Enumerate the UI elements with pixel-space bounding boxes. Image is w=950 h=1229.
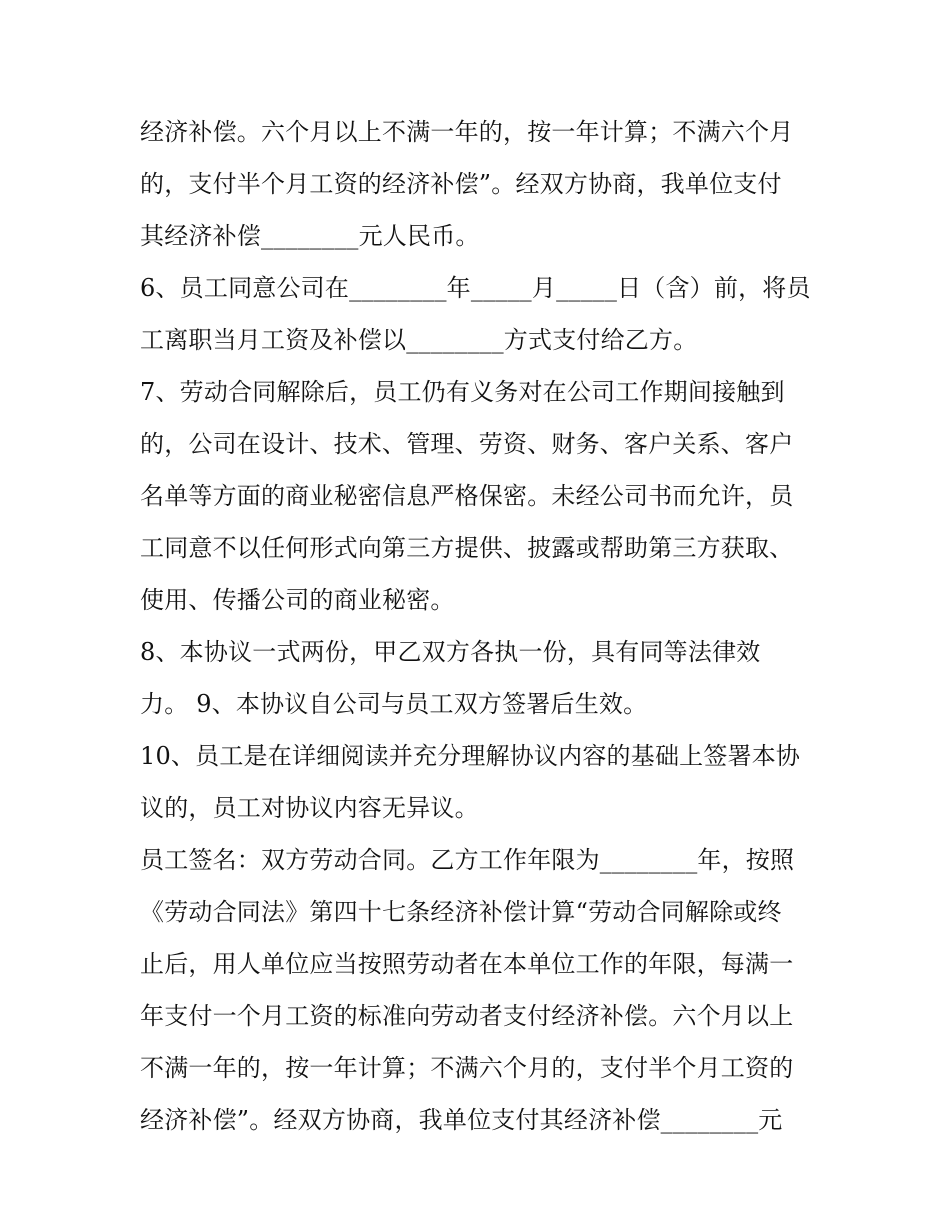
text-line: 8、本协议一式两份，甲乙双方各执一份，具有同等法律效 (140, 638, 761, 666)
text-line: 《劳动合同法》第四十七条经济补偿计算“劳动合同解除或终 (140, 898, 782, 926)
text-line: 经济补偿”。经双方协商，我单位支付其经济补偿________元 (140, 1106, 783, 1134)
text-line: 经济补偿。六个月以上不满一年的，按一年计算；不满六个月 (140, 118, 794, 146)
text-line: 年支付一个月工资的标准向劳动者支付经济补偿。六个月以上 (140, 1002, 794, 1030)
text-line: 员工签名：双方劳动合同。乙方工作年限为________年，按照 (140, 846, 795, 874)
text-line: 6、员工同意公司在________年_____月_____日（含）前，将员 (140, 274, 811, 302)
text-line: 其经济补偿________元人民币。 (140, 222, 480, 250)
text-line: 力。 9、本协议自公司与员工双方签署后生效。 (140, 690, 648, 718)
text-line: 工同意不以任何形式向第三方提供、披露或帮助第三方获取、 (140, 534, 794, 562)
text-line: 使用、传播公司的商业秘密。 (140, 586, 455, 614)
text-line: 工离职当月工资及补偿以________方式支付给乙方。 (140, 326, 698, 354)
text-line: 7、劳动合同解除后，员工仍有义务对在公司工作期间接触到 (140, 378, 785, 406)
text-line: 不满一年的，按一年计算；不满六个月的，支付半个月工资的 (140, 1054, 794, 1082)
text-line: 止后，用人单位应当按照劳动者在本单位工作的年限，每满一 (140, 950, 794, 978)
text-line: 的，支付半个月工资的经济补偿”。经双方协商，我单位支付 (140, 170, 782, 198)
text-line: 名单等方面的商业秘密信息严格保密。未经公司书而允许，员 (140, 482, 794, 510)
document-body (140, 106, 820, 1146)
text-line: 议的，员工对协议内容无异议。 (140, 794, 479, 822)
text-line: 10、员工是在详细阅读并充分理解协议内容的基础上签署本协 (140, 742, 801, 770)
text-line: 的，公司在设计、技术、管理、劳资、财务、客户关系、客户 (140, 430, 794, 458)
